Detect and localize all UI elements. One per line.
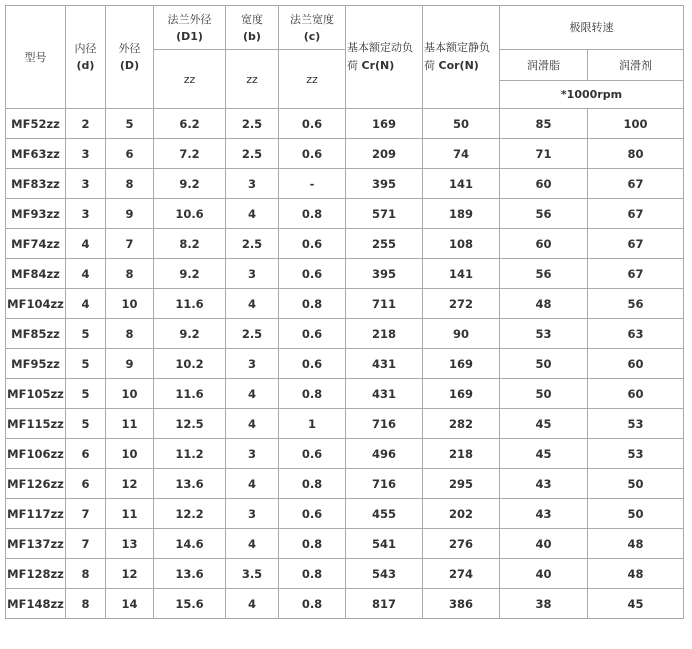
flange-width-cell: 0.6 — [279, 139, 346, 169]
grease-speed-cell: 53 — [500, 319, 588, 349]
inner-diameter-cell: 5 — [66, 349, 106, 379]
flange-od-cell: 9.2 — [154, 259, 226, 289]
header-zz-flange-width — [279, 50, 346, 109]
width-cell: 3 — [226, 169, 279, 199]
width-cell: 3 — [226, 499, 279, 529]
static-load-cell: 274 — [423, 559, 500, 589]
grease-speed-cell: 45 — [500, 439, 588, 469]
model-cell: MF83zz — [6, 169, 66, 199]
outer-diameter-cell: 11 — [106, 499, 154, 529]
header-grease-label: 润滑脂 — [527, 59, 560, 72]
dynamic-load-cell: 218 — [346, 319, 423, 349]
static-load-cell: 189 — [423, 199, 500, 229]
table-row — [6, 229, 684, 259]
flange-od-cell: 7.2 — [154, 139, 226, 169]
inner-diameter-cell: 3 — [66, 169, 106, 199]
flange-od-cell: 6.2 — [154, 109, 226, 139]
dynamic-load-cell: 817 — [346, 589, 423, 619]
flange-od-cell: 13.6 — [154, 559, 226, 589]
grease-speed-cell: 60 — [500, 169, 588, 199]
flange-width-cell: 0.6 — [279, 439, 346, 469]
flange-width-cell: 0.8 — [279, 589, 346, 619]
outer-diameter-cell: 8 — [106, 169, 154, 199]
grease-speed-cell: 38 — [500, 589, 588, 619]
static-load-cell: 218 — [423, 439, 500, 469]
static-load-cell: 169 — [423, 379, 500, 409]
table-row — [6, 589, 684, 619]
width-cell: 2.5 — [226, 139, 279, 169]
header-rpm-unit-label: *1000rpm — [560, 88, 623, 101]
oil-speed-cell: 50 — [588, 469, 684, 499]
table-row — [6, 409, 684, 439]
header-static-load — [423, 6, 500, 109]
dynamic-load-cell: 543 — [346, 559, 423, 589]
header-grease — [500, 50, 588, 81]
flange-od-cell: 15.6 — [154, 589, 226, 619]
header-limit-speed — [500, 6, 684, 50]
width-cell: 2.5 — [226, 319, 279, 349]
flange-width-cell: 1 — [279, 409, 346, 439]
flange-od-cell: 10.6 — [154, 199, 226, 229]
width-cell: 4 — [226, 469, 279, 499]
oil-speed-cell: 53 — [588, 409, 684, 439]
table-row — [6, 499, 684, 529]
model-cell: MF105zz — [6, 379, 66, 409]
outer-diameter-cell: 10 — [106, 289, 154, 319]
flange-od-cell: 9.2 — [154, 169, 226, 199]
model-cell: MF137zz — [6, 529, 66, 559]
flange-od-cell: 13.6 — [154, 469, 226, 499]
flange-od-cell: 12.2 — [154, 499, 226, 529]
width-cell: 2.5 — [226, 229, 279, 259]
outer-diameter-cell: 13 — [106, 529, 154, 559]
flange-width-cell: 0.8 — [279, 199, 346, 229]
static-load-cell: 108 — [423, 229, 500, 259]
static-load-cell: 386 — [423, 589, 500, 619]
model-cell: MF95zz — [6, 349, 66, 379]
inner-diameter-cell: 8 — [66, 559, 106, 589]
static-load-cell: 50 — [423, 109, 500, 139]
header-zz-label: zz — [246, 72, 258, 86]
header-zz-label: zz — [306, 72, 318, 86]
dynamic-load-cell: 541 — [346, 529, 423, 559]
header-rpm-unit — [500, 81, 684, 109]
inner-diameter-cell: 4 — [66, 259, 106, 289]
width-cell: 4 — [226, 379, 279, 409]
flange-width-cell: 0.6 — [279, 259, 346, 289]
header-inner-diameter-symbol: (d) — [76, 59, 95, 72]
header-flange-width-label: 法兰宽度 — [290, 12, 334, 26]
flange-od-cell: 9.2 — [154, 319, 226, 349]
grease-speed-cell: 85 — [500, 109, 588, 139]
oil-speed-cell: 48 — [588, 529, 684, 559]
model-cell: MF115zz — [6, 409, 66, 439]
oil-speed-cell: 67 — [588, 169, 684, 199]
oil-speed-cell: 67 — [588, 259, 684, 289]
static-load-cell: 202 — [423, 499, 500, 529]
dynamic-load-cell: 169 — [346, 109, 423, 139]
grease-speed-cell: 56 — [500, 199, 588, 229]
dynamic-load-cell: 395 — [346, 169, 423, 199]
dynamic-load-cell: 571 — [346, 199, 423, 229]
outer-diameter-cell: 9 — [106, 199, 154, 229]
header-dynamic-load-unit: Cr(N) — [361, 59, 395, 72]
width-cell: 4 — [226, 199, 279, 229]
inner-diameter-cell: 2 — [66, 109, 106, 139]
inner-diameter-cell: 8 — [66, 589, 106, 619]
header-flange-od-label: 法兰外径 — [167, 12, 212, 26]
oil-speed-cell: 48 — [588, 559, 684, 589]
oil-speed-cell: 67 — [588, 199, 684, 229]
header-zz-width — [226, 50, 279, 109]
width-cell: 3 — [226, 259, 279, 289]
table-row — [6, 289, 684, 319]
inner-diameter-cell: 4 — [66, 289, 106, 319]
header-static-load-line1: 基本额定静负 — [424, 41, 490, 54]
outer-diameter-cell: 7 — [106, 229, 154, 259]
header-model-label: 型号 — [24, 50, 47, 64]
model-cell: MF126zz — [6, 469, 66, 499]
inner-diameter-cell: 6 — [66, 469, 106, 499]
header-inner-diameter — [66, 6, 106, 109]
inner-diameter-cell: 7 — [66, 499, 106, 529]
grease-speed-cell: 43 — [500, 499, 588, 529]
table-row — [6, 529, 684, 559]
outer-diameter-cell: 12 — [106, 559, 154, 589]
header-width-label: 宽度 — [241, 12, 263, 26]
outer-diameter-cell: 9 — [106, 349, 154, 379]
oil-speed-cell: 67 — [588, 229, 684, 259]
grease-speed-cell: 56 — [500, 259, 588, 289]
flange-width-cell: 0.8 — [279, 559, 346, 589]
table-row — [6, 319, 684, 349]
width-cell: 3 — [226, 349, 279, 379]
model-cell: MF128zz — [6, 559, 66, 589]
header-width-symbol: (b) — [243, 29, 261, 43]
flange-width-cell: - — [279, 169, 346, 199]
dynamic-load-cell: 431 — [346, 379, 423, 409]
model-cell: MF148zz — [6, 589, 66, 619]
oil-speed-cell: 80 — [588, 139, 684, 169]
outer-diameter-cell: 10 — [106, 379, 154, 409]
flange-width-cell: 0.8 — [279, 469, 346, 499]
flange-od-cell: 10.2 — [154, 349, 226, 379]
static-load-cell: 276 — [423, 529, 500, 559]
table-row — [6, 559, 684, 589]
flange-width-cell: 0.8 — [279, 379, 346, 409]
model-cell: MF85zz — [6, 319, 66, 349]
header-outer-diameter-symbol: (D) — [119, 59, 140, 72]
flange-width-cell: 0.8 — [279, 289, 346, 319]
static-load-cell: 90 — [423, 319, 500, 349]
outer-diameter-cell: 11 — [106, 409, 154, 439]
static-load-cell: 272 — [423, 289, 500, 319]
model-cell: MF106zz — [6, 439, 66, 469]
flange-width-cell: 0.6 — [279, 499, 346, 529]
flange-od-cell: 8.2 — [154, 229, 226, 259]
flange-od-cell: 11.6 — [154, 379, 226, 409]
grease-speed-cell: 43 — [500, 469, 588, 499]
static-load-cell: 141 — [423, 169, 500, 199]
static-load-cell: 282 — [423, 409, 500, 439]
table-row — [6, 109, 684, 139]
header-dynamic-load — [346, 6, 423, 109]
header-flange-od-symbol: (D1) — [176, 29, 203, 43]
header-model — [6, 6, 66, 109]
header-static-load-line2: 荷 — [424, 59, 435, 72]
dynamic-load-cell: 255 — [346, 229, 423, 259]
dynamic-load-cell: 716 — [346, 469, 423, 499]
flange-od-cell: 11.2 — [154, 439, 226, 469]
dynamic-load-cell: 395 — [346, 259, 423, 289]
header-flange-width-symbol: (c) — [303, 29, 321, 43]
inner-diameter-cell: 5 — [66, 379, 106, 409]
table-row — [6, 439, 684, 469]
header-row-top — [6, 6, 684, 50]
table-row — [6, 469, 684, 499]
oil-speed-cell: 56 — [588, 289, 684, 319]
model-cell: MF74zz — [6, 229, 66, 259]
outer-diameter-cell: 10 — [106, 439, 154, 469]
header-outer-diameter-label: 外径 — [118, 42, 141, 55]
model-cell: MF104zz — [6, 289, 66, 319]
oil-speed-cell: 63 — [588, 319, 684, 349]
width-cell: 3 — [226, 439, 279, 469]
outer-diameter-cell: 8 — [106, 319, 154, 349]
outer-diameter-cell: 12 — [106, 469, 154, 499]
oil-speed-cell: 45 — [588, 589, 684, 619]
grease-speed-cell: 48 — [500, 289, 588, 319]
model-cell: MF52zz — [6, 109, 66, 139]
outer-diameter-cell: 8 — [106, 259, 154, 289]
outer-diameter-cell: 14 — [106, 589, 154, 619]
width-cell: 4 — [226, 529, 279, 559]
model-cell: MF84zz — [6, 259, 66, 289]
oil-speed-cell: 60 — [588, 349, 684, 379]
grease-speed-cell: 60 — [500, 229, 588, 259]
inner-diameter-cell: 7 — [66, 529, 106, 559]
grease-speed-cell: 50 — [500, 379, 588, 409]
dynamic-load-cell: 496 — [346, 439, 423, 469]
flange-width-cell: 0.6 — [279, 109, 346, 139]
width-cell: 4 — [226, 409, 279, 439]
inner-diameter-cell: 6 — [66, 439, 106, 469]
grease-speed-cell: 50 — [500, 349, 588, 379]
grease-speed-cell: 40 — [500, 529, 588, 559]
header-flange-width — [279, 6, 346, 50]
grease-speed-cell: 71 — [500, 139, 588, 169]
dynamic-load-cell: 209 — [346, 139, 423, 169]
flange-od-cell: 14.6 — [154, 529, 226, 559]
width-cell: 2.5 — [226, 109, 279, 139]
table-row — [6, 379, 684, 409]
grease-speed-cell: 40 — [500, 559, 588, 589]
header-zz-label: zz — [183, 72, 196, 86]
flange-width-cell: 0.8 — [279, 529, 346, 559]
header-flange-od — [154, 6, 226, 50]
model-cell: MF63zz — [6, 139, 66, 169]
inner-diameter-cell: 5 — [66, 409, 106, 439]
outer-diameter-cell: 5 — [106, 109, 154, 139]
dynamic-load-cell: 711 — [346, 289, 423, 319]
static-load-cell: 74 — [423, 139, 500, 169]
static-load-cell: 141 — [423, 259, 500, 289]
table-row — [6, 349, 684, 379]
dynamic-load-cell: 431 — [346, 349, 423, 379]
oil-speed-cell: 53 — [588, 439, 684, 469]
width-cell: 4 — [226, 289, 279, 319]
inner-diameter-cell: 5 — [66, 319, 106, 349]
width-cell: 4 — [226, 589, 279, 619]
inner-diameter-cell: 4 — [66, 229, 106, 259]
table-row — [6, 139, 684, 169]
flange-width-cell: 0.6 — [279, 349, 346, 379]
header-oil-label: 润滑剂 — [619, 59, 652, 72]
oil-speed-cell: 60 — [588, 379, 684, 409]
oil-speed-cell: 50 — [588, 499, 684, 529]
header-dynamic-load-line2: 荷 — [347, 59, 358, 72]
static-load-cell: 169 — [423, 349, 500, 379]
width-cell: 3.5 — [226, 559, 279, 589]
header-outer-diameter — [106, 6, 154, 109]
dynamic-load-cell: 455 — [346, 499, 423, 529]
oil-speed-cell: 100 — [588, 109, 684, 139]
header-dynamic-load-line1: 基本额定动负 — [347, 41, 413, 54]
flange-od-cell: 11.6 — [154, 289, 226, 319]
flange-width-cell: 0.6 — [279, 229, 346, 259]
outer-diameter-cell: 6 — [106, 139, 154, 169]
static-load-cell: 295 — [423, 469, 500, 499]
table-row — [6, 259, 684, 289]
table-row — [6, 169, 684, 199]
inner-diameter-cell: 3 — [66, 199, 106, 229]
table-row — [6, 199, 684, 229]
grease-speed-cell: 45 — [500, 409, 588, 439]
flange-width-cell: 0.6 — [279, 319, 346, 349]
header-static-load-unit: Cor(N) — [438, 59, 479, 72]
model-cell: MF117zz — [6, 499, 66, 529]
header-width — [226, 6, 279, 50]
bearing-spec-table — [5, 5, 684, 619]
dynamic-load-cell: 716 — [346, 409, 423, 439]
header-oil — [588, 50, 684, 81]
model-cell: MF93zz — [6, 199, 66, 229]
header-inner-diameter-label: 内径 — [74, 42, 97, 55]
header-limit-speed-label: 极限转速 — [569, 21, 614, 34]
flange-od-cell: 12.5 — [154, 409, 226, 439]
header-zz-flange-od — [154, 50, 226, 109]
inner-diameter-cell: 3 — [66, 139, 106, 169]
